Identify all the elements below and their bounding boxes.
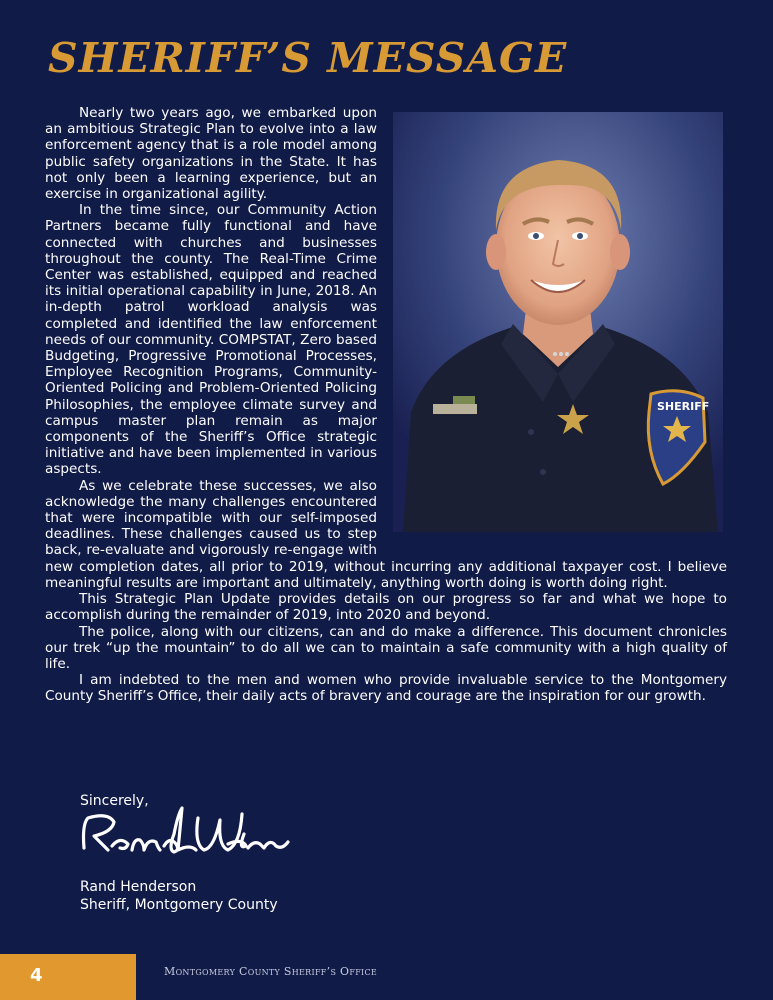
- page-title: SHERIFF’S MESSAGE: [48, 34, 568, 82]
- page-number: 4: [30, 965, 43, 986]
- paragraph-6: I am indebted to the men and women who provide invaluable service to the Montgomery County Sheriff’s Office, their daily acts of bravery and courage are the inspiration for our growth.: [45, 672, 727, 705]
- paragraph-5: The police, along with our citizens, can and do make a difference. This document chronicles our trek “up the mountain” to do all we can to maintain a safe community with a high quality of life.: [45, 623, 727, 672]
- footer-organization: Montgomery County Sheriff’s Office: [164, 965, 378, 978]
- salutation: Sincerely,: [80, 793, 149, 809]
- signer-title: Sheriff, Montgomery County: [80, 897, 278, 913]
- patch-label: SHERIFF: [657, 400, 710, 413]
- paragraph-2: In the time since, our Community Action Partners became fully functional and have connected with churches and businesses throughout the county. The Real-Time Crime Center was established, equipped and reached its initial operational capability in June, 2018. An in-depth patrol workload analysis was completed and identified the law enforcement needs of our community. COMPSTAT, Zero based Budgeting, Progressive Promotional Processes, Employee Recognition Programs, Community-Oriented Policing and Problem-Oriented Policing Philosophies, the employee climate survey and campus master plan remain as major components of the Sheriff’s Office strategic initiative and have been implemented in various aspects.: [45, 202, 377, 478]
- signer-name: Rand Henderson: [80, 879, 197, 895]
- photo-spacer: [377, 105, 727, 543]
- paragraph-4: This Strategic Plan Update provides details on our progress so far and what we hope to accomplish during the remainder of 2019, into 2020 and beyond.: [45, 591, 727, 624]
- message-body: [45, 105, 727, 705]
- page-number-badge: [0, 954, 136, 1000]
- paragraph-1: Nearly two years ago, we embarked upon an ambitious Strategic Plan to evolve into a law enforcement agency that is a role model among public safety organizations in the State. It has not only been a learning experience, but an exercise in organizational agility.: [45, 105, 377, 203]
- paragraph-3: As we celebrate these successes, we also acknowledge the many challenges encountered that were incompatible with our self-imposed deadlines. These challenges caused us to step back, re-evaluate and vigorously re-engage with new completion dates, all prior to 2019, without incurring any additional taxpayer cost. I believe meaningful results are important and ultimately, anything worth doing is worth doing right.: [45, 477, 727, 591]
- closing-block: [80, 792, 278, 914]
